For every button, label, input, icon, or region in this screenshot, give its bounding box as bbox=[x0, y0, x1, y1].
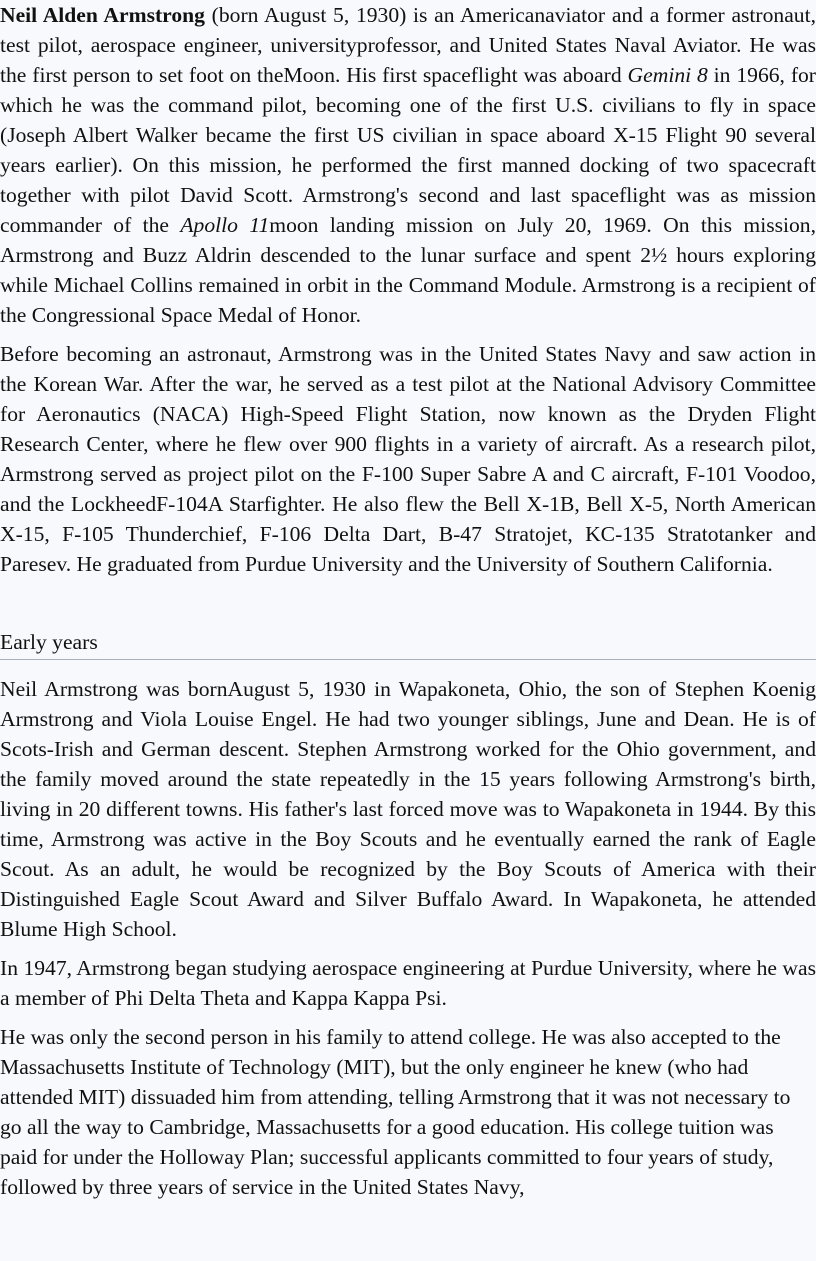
early-years-paragraph-3: He was only the second person in his family to attend college. He was also accepted to the Massachusetts Institute of Technology (MIT), but the only engineer he knew (who had attended MIT) dissuaded him from attending, telling Armstrong that it was not necessary to go all the way to Cambridge, Massachusetts for a good education. His college tuition was paid for under the Holloway Plan; successful applicants committed to four years of study, followed by three years of service in the United States Navy, bbox=[0, 1025, 791, 1199]
early-years-paragraph-2: In 1947, Armstrong began studying aerospace engineering at Purdue University, where he was a member of Phi Delta Theta and Kappa Kappa Psi. bbox=[0, 956, 816, 1010]
intro-paragraph-1 bbox=[0, 0, 816, 330]
section-heading-early-years: Early years bbox=[0, 627, 816, 660]
intro-text-3: moon landing mission on July 20, 1969. On this mission, Armstrong and Buzz Aldrin descended to the lunar surface and spent 2½ hours exploring while Michael Collins remained in orbit in the Command Module. Armstrong is a recipient of the Congressional Space Medal of Honor. bbox=[0, 213, 816, 327]
mission-name-apollo: Apollo 11 bbox=[180, 213, 270, 237]
early-years-paragraph-1: Neil Armstrong was bornAugust 5, 1930 in Wapakoneta, Ohio, the son of Stephen Koenig Armstrong and Viola Louise Engel. He had two younger siblings, June and Dean. He is of Scots-Irish and German descent. Stephen Armstrong worked for the Ohio government, and the family moved around the state repeatedly in the 15 years following Armstrong's birth, living in 20 different towns. His father's last forced move was to Wapakoneta in 1944. By this time, Armstrong was active in the Boy Scouts and he eventually earned the rank of Eagle Scout. As an adult, he would be recognized by the Boy Scouts of America with their Distinguished Eagle Scout Award and Silver Buffalo Award. In Wapakoneta, he attended Blume High School. bbox=[0, 677, 816, 941]
section-spacer bbox=[0, 588, 816, 627]
intro-text-2: in 1966, for which he was the command pilot, becoming one of the first U.S. civilians to fly in space (Joseph Albert Walker became the first US civilian in space aboard X-15 Flight 90 several years earlier). On this mission, he performed the first manned docking of two spacecraft together with pilot David Scott. Armstrong's second and last spaceflight was as mission commander of the bbox=[0, 63, 816, 237]
intro-paragraph-2: Before becoming an astronaut, Armstrong was in the United States Navy and saw action in the Korean War. After the war, he served as a test pilot at the National Advisory Committee for Aeronautics (NACA) High-Speed Flight Station, now known as the Dryden Flight Research Center, where he flew over 900 flights in a variety of aircraft. As a research pilot, Armstrong served as project pilot on the F-100 Super Sabre A and C aircraft, F-101 Voodoo, and the LockheedF-104A Starfighter. He also flew the Bell X-1B, Bell X-5, North American X-15, F-105 Thunderchief, F-106 Delta Dart, B-47 Stratojet, KC-135 Stratotanker and Paresev. He graduated from Purdue University and the University of Southern California. bbox=[0, 342, 816, 576]
intro-text-1: (born August 5, 1930) is an Americanaviator and a former astronaut, test pilot, aerospace engineer, universityprofessor, and United States Naval Aviator. He was the first person to set foot on theMoon. His first spaceflight was aboard bbox=[0, 3, 816, 87]
mission-name-gemini: Gemini 8 bbox=[627, 63, 708, 87]
subject-name: Neil Alden Armstrong bbox=[0, 3, 205, 27]
